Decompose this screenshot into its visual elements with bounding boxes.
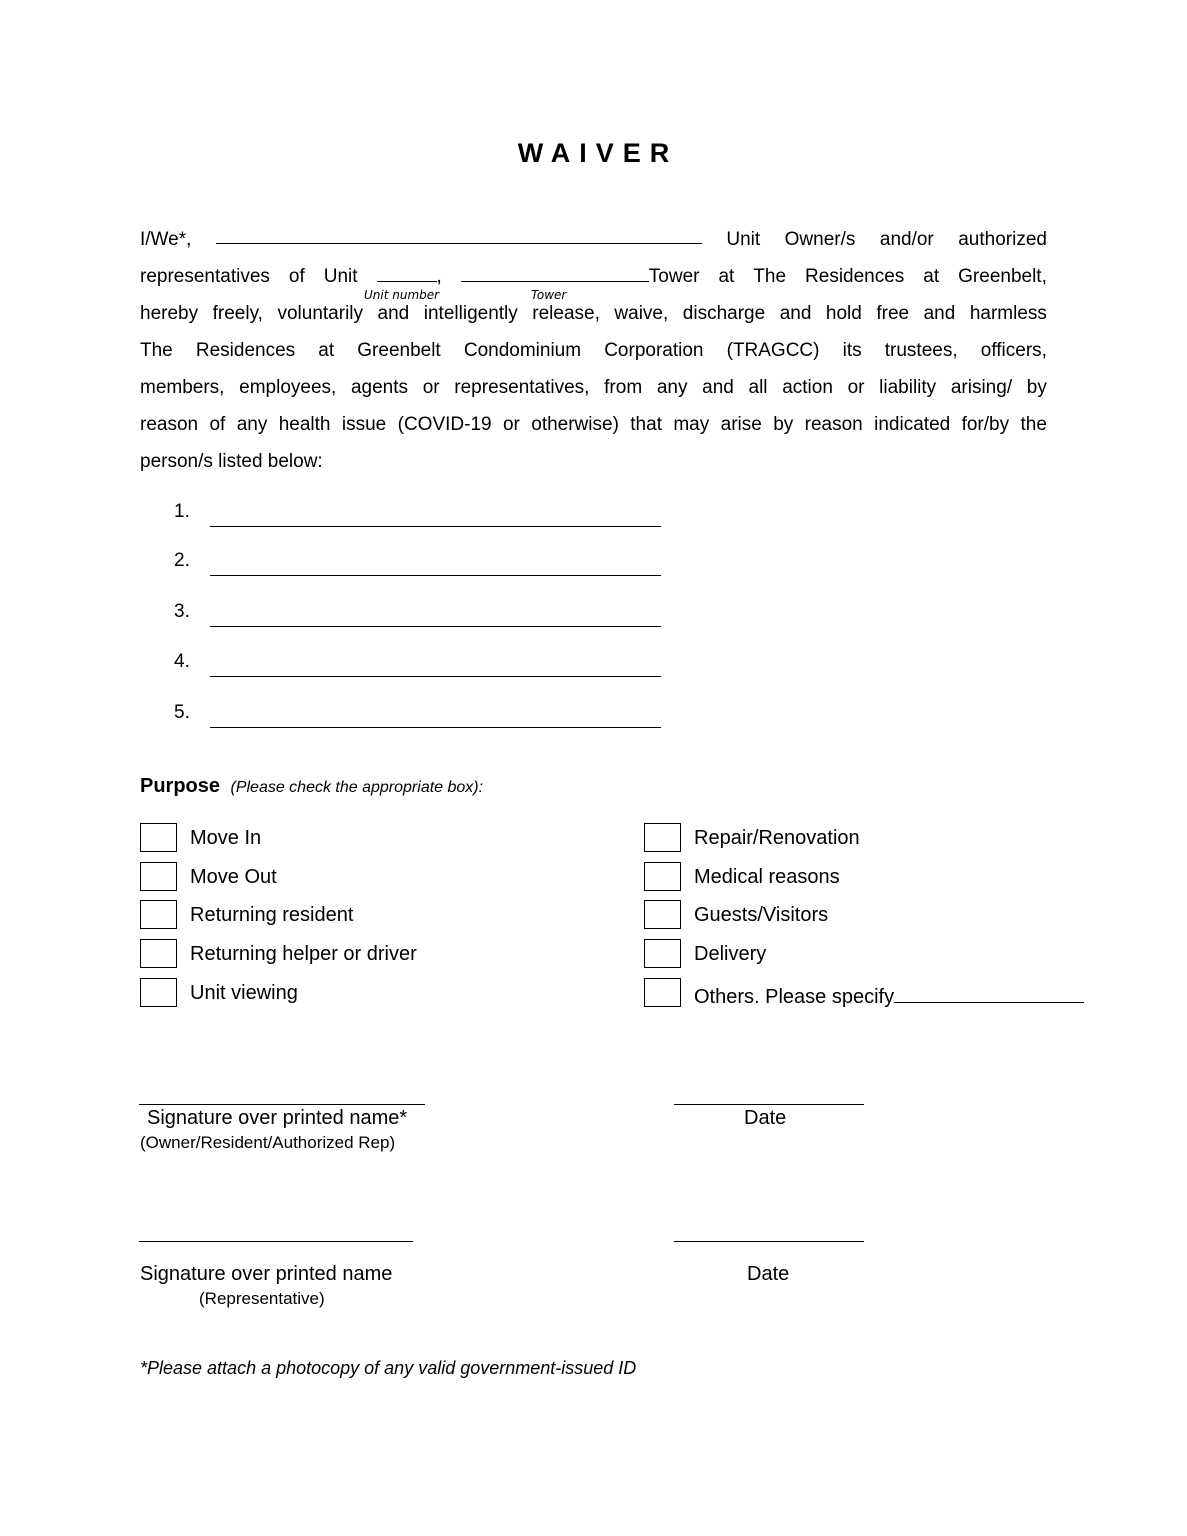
rep-date-field[interactable] <box>674 1241 864 1242</box>
person-number: 5. <box>174 702 190 723</box>
delivery-checkbox[interactable] <box>644 939 681 968</box>
statement-word: Tower <box>648 266 700 287</box>
rep-date-label: Date <box>747 1263 790 1285</box>
statement-word: that <box>630 414 662 435</box>
statement-line-6 <box>140 406 1047 443</box>
statement-word: Condominium <box>463 340 582 361</box>
owner-date-label: Date <box>744 1107 787 1129</box>
option-label: Guests/Visitors <box>694 904 829 926</box>
rep-signature-field[interactable] <box>139 1241 413 1242</box>
statement-word: release, <box>532 303 600 324</box>
option-label: Medical reasons <box>694 866 840 888</box>
person-row <box>174 651 674 681</box>
owner-name-field[interactable] <box>216 221 702 244</box>
statement-comma: , <box>436 266 442 287</box>
person-number: 1. <box>174 501 190 522</box>
person-name-field[interactable] <box>210 575 661 576</box>
statement-word: Owner/s <box>784 229 856 250</box>
tower-field[interactable] <box>461 259 649 282</box>
statement-word: of <box>209 414 226 435</box>
statement-line-2 <box>140 258 1047 295</box>
statement-word: arise <box>720 414 762 435</box>
person-name-field[interactable] <box>210 676 661 677</box>
waiver-statement <box>140 221 1047 480</box>
person-row <box>174 702 674 732</box>
page-title: WAIVER <box>517 138 679 168</box>
statement-word: Corporation <box>604 340 704 361</box>
person-name-field[interactable] <box>210 626 661 627</box>
person-name-field[interactable] <box>210 727 661 728</box>
statement-word: health <box>278 414 331 435</box>
statement-word: employees, <box>239 377 337 398</box>
statement-word: authorized <box>958 229 1047 250</box>
person-name-field[interactable] <box>210 526 661 527</box>
statement-word: of <box>288 266 305 287</box>
returning-resident-checkbox[interactable] <box>140 900 177 929</box>
statement-line-5 <box>140 369 1047 406</box>
statement-word: Unit <box>726 229 761 250</box>
statement-word: liability <box>879 377 937 398</box>
statement-word: officers, <box>980 340 1047 361</box>
option-label: Move In <box>190 827 262 849</box>
statement-line-3 <box>140 295 1047 332</box>
statement-word: at <box>318 340 335 361</box>
option-label: Unit viewing <box>190 982 298 1004</box>
others-specify-field[interactable] <box>894 982 1084 1003</box>
statement-word: or <box>847 377 865 398</box>
repair-renovation-checkbox[interactable] <box>644 823 681 852</box>
statement-word: harmless <box>969 303 1047 324</box>
statement-word: or <box>502 414 520 435</box>
option-label: Others. Please specify <box>694 986 895 1008</box>
statement-word: (COVID-19 <box>397 414 492 435</box>
statement-word: by <box>773 414 794 435</box>
option-label: Repair/Renovation <box>694 827 860 849</box>
person-row <box>174 601 674 631</box>
footnote: *Please attach a photocopy of any valid government-issued ID <box>140 1358 637 1378</box>
statement-word: reason <box>804 414 863 435</box>
statement-word: freely, <box>212 303 263 324</box>
person-number: 2. <box>174 550 190 571</box>
statement-word: action <box>782 377 833 398</box>
unit-number-field[interactable] <box>377 259 437 282</box>
statement-word: for/by <box>961 414 1010 435</box>
option-label: Move Out <box>190 866 277 888</box>
unit-viewing-checkbox[interactable] <box>140 978 177 1007</box>
option-label: Delivery <box>694 943 767 965</box>
statement-word: voluntarily <box>277 303 364 324</box>
statement-word: the <box>1020 414 1047 435</box>
statement-word: and <box>377 303 410 324</box>
purpose-label: Purpose <box>140 775 221 797</box>
statement-line-7: person/s listed below: <box>140 451 323 472</box>
statement-word: Greenbelt, <box>958 266 1047 287</box>
guests-visitors-checkbox[interactable] <box>644 900 681 929</box>
statement-word: by <box>1026 377 1047 398</box>
statement-word: otherwise) <box>531 414 619 435</box>
purpose-hint: (Please check the appropriate box): <box>230 779 484 796</box>
statement-word: and/or <box>879 229 934 250</box>
statement-word: waive, <box>614 303 669 324</box>
statement-word: hold <box>825 303 862 324</box>
person-row <box>174 501 674 531</box>
statement-word: may <box>673 414 710 435</box>
statement-word: hereby <box>140 303 199 324</box>
others-checkbox[interactable] <box>644 978 681 1007</box>
statement-word: intelligently <box>423 303 518 324</box>
statement-word: and <box>702 377 734 398</box>
statement-word: and <box>923 303 956 324</box>
statement-word: Residences <box>805 266 905 287</box>
statement-line-4 <box>140 332 1047 369</box>
statement-word: from <box>604 377 643 398</box>
statement-word: representatives <box>140 266 270 287</box>
statement-word: representatives, <box>454 377 590 398</box>
statement-word: The <box>753 266 787 287</box>
statement-word: Unit <box>323 266 358 287</box>
statement-word: arising/ <box>950 377 1013 398</box>
statement-word: any <box>236 414 268 435</box>
statement-word: its <box>842 340 862 361</box>
rep-signature-sublabel: (Representative) <box>199 1289 325 1308</box>
statement-word: members, <box>140 377 225 398</box>
statement-word: reason <box>140 414 199 435</box>
unit-number-caption: Unit number <box>364 288 440 302</box>
statement-word: discharge <box>682 303 766 324</box>
statement-word: free <box>876 303 910 324</box>
owner-signature-label: Signature over printed name* <box>147 1107 408 1129</box>
statement-word: all <box>748 377 768 398</box>
statement-word: at <box>923 266 940 287</box>
statement-word: trustees, <box>884 340 958 361</box>
person-row <box>174 550 674 580</box>
statement-word: and <box>779 303 812 324</box>
others-label-group <box>694 982 1084 1009</box>
statement-line-1 <box>140 221 1047 258</box>
option-label: Returning resident <box>190 904 354 926</box>
statement-word: (TRAGCC) <box>726 340 820 361</box>
statement-word: issue <box>341 414 387 435</box>
statement-word: at <box>718 266 735 287</box>
statement-word: Residences <box>195 340 296 361</box>
person-number: 3. <box>174 601 190 622</box>
owner-signature-field[interactable] <box>139 1104 425 1105</box>
statement-word: agents <box>350 377 409 398</box>
statement-word: I/We*, <box>140 229 192 250</box>
owner-date-field[interactable] <box>674 1104 864 1105</box>
person-number: 4. <box>174 651 190 672</box>
statement-word: any <box>656 377 688 398</box>
option-label: Returning helper or driver <box>190 943 417 965</box>
tower-caption: Tower <box>531 288 567 302</box>
tower-group <box>461 258 700 295</box>
statement-word: indicated <box>874 414 951 435</box>
statement-word: Greenbelt <box>357 340 441 361</box>
statement-word: The <box>140 340 173 361</box>
move-out-checkbox[interactable] <box>140 862 177 891</box>
statement-word: or <box>422 377 440 398</box>
purpose-heading <box>140 775 483 798</box>
rep-signature-label: Signature over printed name <box>140 1263 393 1285</box>
returning-helper-checkbox[interactable] <box>140 939 177 968</box>
owner-signature-sublabel: (Owner/Resident/Authorized Rep) <box>140 1133 396 1152</box>
move-in-checkbox[interactable] <box>140 823 177 852</box>
medical-reasons-checkbox[interactable] <box>644 862 681 891</box>
